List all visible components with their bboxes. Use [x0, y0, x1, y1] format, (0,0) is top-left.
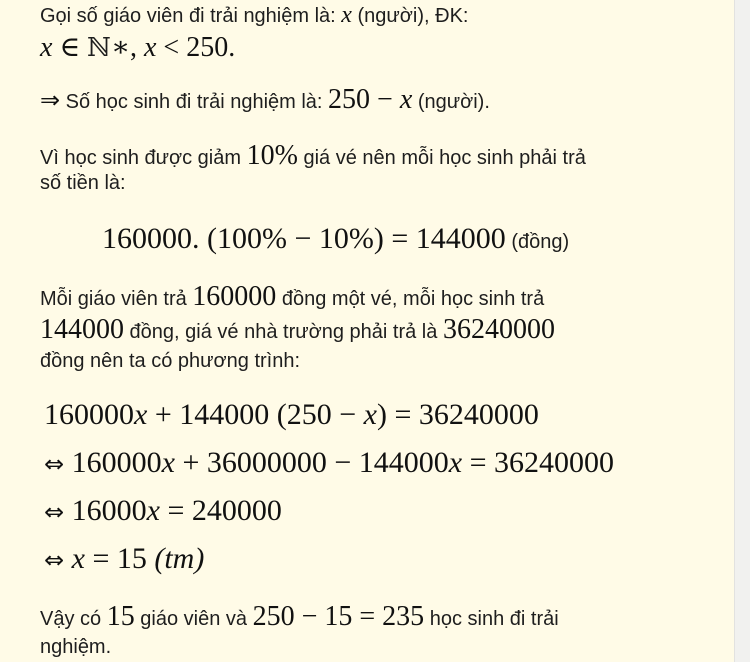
prices-text-1: Mỗi giáo viên trả	[40, 288, 193, 310]
student-price: 144000	[40, 314, 124, 345]
discount-text-2: giá vé nên mỗi học sinh phải trả	[297, 147, 586, 169]
cond-var-x2: x	[143, 32, 157, 63]
equation-row-1	[44, 398, 539, 432]
eq2-term-b: + 36000000 − 144000	[174, 446, 449, 479]
eq3-var-x: x	[146, 494, 160, 527]
var-x: x	[341, 2, 352, 28]
equivalent-arrow-icon: ⇔	[44, 450, 65, 478]
discount-text-1: Vì học sinh được giảm	[40, 147, 247, 169]
discount-line-2	[40, 172, 126, 195]
cond-lt: < 250.	[156, 32, 236, 63]
eq3-term-b: = 240000	[159, 494, 282, 527]
eq2-var-x2: x	[448, 446, 463, 479]
eq2-var-x: x	[161, 446, 175, 479]
eq1-var-x: x	[134, 398, 148, 431]
eq1-var-x2: x	[363, 398, 377, 431]
discount-percent: 10%	[246, 140, 298, 171]
eq4-tm-note: (tm)	[154, 542, 205, 575]
conclusion-teachers: 15	[106, 601, 135, 632]
equivalent-arrow-icon: ⇔	[44, 498, 65, 526]
eq2-term-c: = 36240000	[462, 446, 615, 479]
eq3-term-a: 16000	[64, 494, 147, 527]
equation-row-4	[44, 542, 204, 576]
equivalent-arrow-icon: ⇔	[44, 546, 65, 574]
conclusion-students-expr: 250 − 15 = 235	[252, 601, 425, 632]
intro-line	[40, 2, 468, 29]
conclusion-text-1: Vậy có	[40, 608, 107, 630]
total-price: 36240000	[442, 314, 555, 345]
conclusion-line-1	[40, 601, 559, 633]
student-price-expr: 160000. (100% − 10%) = 144000	[102, 222, 506, 255]
prices-line-3-text: đồng nên ta có phương trình:	[40, 350, 301, 372]
eq4-term-b: = 15	[84, 542, 155, 575]
eq4-var-x: x	[64, 542, 85, 575]
students-count-tail: (người).	[412, 91, 490, 113]
conclusion-line-2-text: nghiệm.	[40, 636, 112, 658]
conclusion-text-3: học sinh đi trải	[424, 608, 559, 630]
students-count-expr: 250 −	[328, 84, 400, 115]
equation-row-2	[44, 446, 614, 480]
discount-line-1	[40, 140, 586, 172]
intro-text: Gọi số giáo viên đi trải nghiệm là:	[40, 5, 342, 27]
eq1-term-b: + 144000 (250 −	[147, 398, 364, 431]
prices-line-1	[40, 281, 544, 313]
eq1-term-c: ) = 36240000	[376, 398, 539, 431]
prices-line-2	[40, 314, 555, 346]
implies-arrow-icon: ⇒	[40, 86, 61, 114]
cond-star: ∗,	[110, 32, 144, 63]
student-price-unit: (đồng)	[505, 231, 570, 253]
cond-var-x: x	[40, 32, 53, 63]
discount-line-2-text: số tiền là:	[40, 172, 126, 194]
prices-text-2: đồng, giá vé nhà trường phải trả là	[124, 321, 443, 343]
eq2-term-a: 160000	[64, 446, 162, 479]
conclusion-text-2: giáo viên và	[134, 608, 253, 630]
conclusion-line-2	[40, 636, 111, 659]
cond-set-n: ℕ	[87, 33, 111, 63]
students-count-text: Số học sinh đi trải nghiệm là:	[60, 91, 329, 113]
students-count-var: x	[399, 84, 413, 115]
eq1-term-a: 160000	[44, 398, 134, 431]
students-count-line	[40, 84, 490, 116]
prices-line-3	[40, 350, 300, 373]
condition-line	[40, 30, 235, 64]
intro-tail: (người), ĐK:	[351, 5, 469, 27]
equation-row-3	[44, 494, 282, 528]
prices-tail-1: đồng một vé, mỗi học sinh trả	[276, 288, 545, 310]
vertical-scrollbar[interactable]	[734, 0, 750, 662]
cond-in: ∈	[52, 32, 88, 63]
teacher-price: 160000	[192, 281, 277, 312]
student-price-equation	[102, 222, 569, 256]
